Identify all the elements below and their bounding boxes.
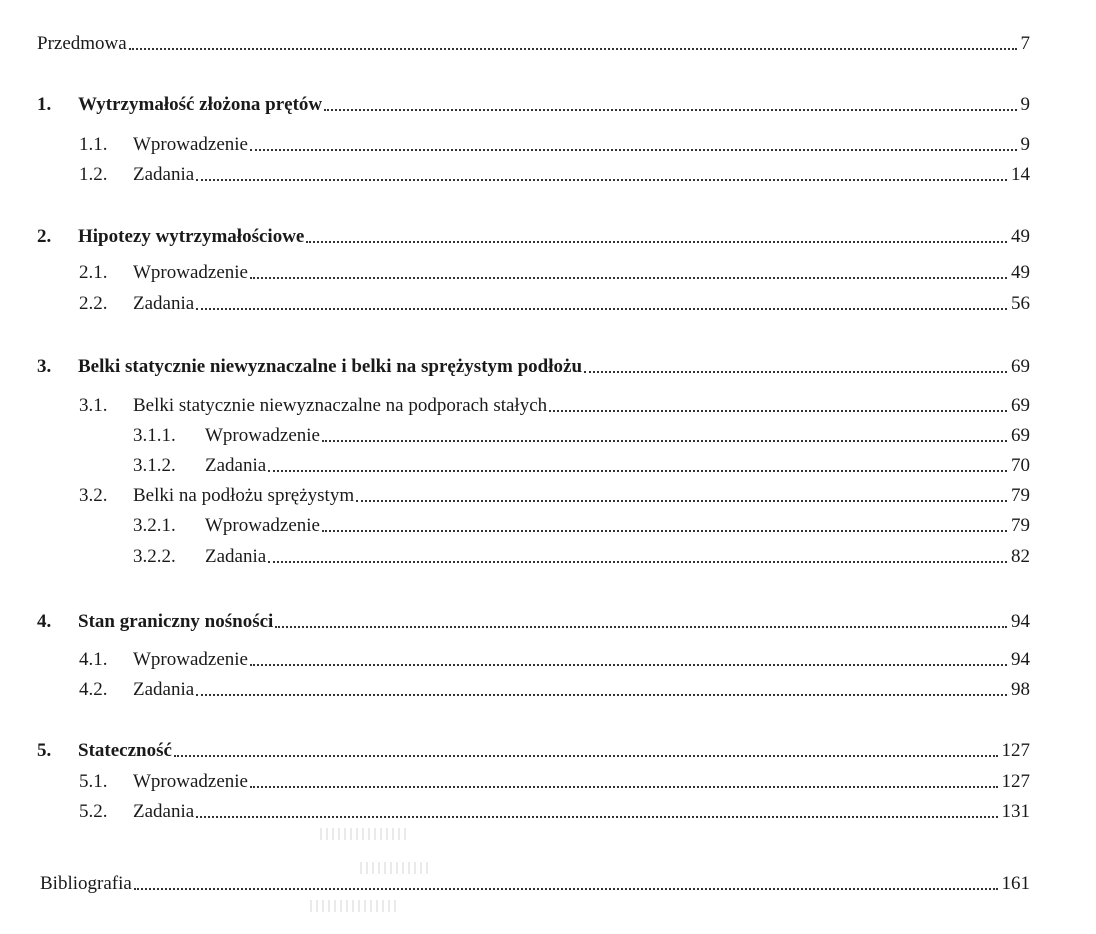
toc-entry-title: Bibliografia — [40, 873, 132, 894]
toc-entry-title: Przedmowa — [37, 33, 127, 54]
toc-section-title: Belki statycznie niewyznaczalne na podporach stałych — [133, 395, 548, 416]
dot-leader — [196, 694, 1007, 696]
toc-subsection-page: 79 — [1011, 515, 1030, 536]
toc-chapter-page: 94 — [1011, 611, 1030, 632]
toc-section-title: Wprowadzenie — [133, 649, 248, 670]
toc-section-number: 2.1. — [79, 262, 108, 283]
dot-leader — [275, 626, 1007, 628]
toc-chapter-title: Hipotezy wytrzymałościowe — [78, 226, 305, 247]
dot-leader — [549, 410, 1007, 412]
dot-leader — [174, 755, 998, 757]
toc-chapter-page: 49 — [1011, 226, 1030, 247]
toc-section-5-1[interactable] — [79, 765, 1030, 793]
toc-section-1-1[interactable] — [79, 128, 1030, 156]
toc-section-page: 49 — [1011, 262, 1030, 283]
toc-subsection-3-2-1[interactable] — [133, 509, 1030, 537]
dot-leader — [584, 371, 1007, 373]
toc-section-page: 98 — [1011, 679, 1030, 700]
dot-leader — [196, 179, 1007, 181]
toc-chapter-5[interactable] — [37, 734, 1030, 762]
dot-leader — [306, 241, 1007, 243]
toc-section-page: 79 — [1011, 485, 1030, 506]
toc-section-page: 14 — [1011, 164, 1030, 185]
dot-leader — [196, 308, 1007, 310]
toc-section-number: 5.2. — [79, 801, 108, 822]
toc-subsection-number: 3.1.2. — [133, 455, 176, 476]
toc-chapter-4[interactable] — [37, 605, 1030, 633]
toc-entry-page: 161 — [1001, 873, 1030, 894]
toc-section-number: 2.2. — [79, 293, 108, 314]
dot-leader — [134, 888, 998, 890]
toc-section-1-2[interactable] — [79, 158, 1030, 186]
toc-chapter-1[interactable] — [37, 88, 1030, 116]
toc-entry-preface[interactable] — [37, 27, 1030, 55]
dot-leader — [322, 440, 1007, 442]
toc-chapter-2[interactable] — [37, 220, 1030, 248]
toc-subsection-number: 3.2.1. — [133, 515, 176, 536]
toc-section-number: 4.2. — [79, 679, 108, 700]
toc-section-page: 131 — [1001, 801, 1030, 822]
toc-section-4-2[interactable] — [79, 673, 1030, 701]
toc-chapter-number: 3. — [37, 356, 52, 377]
dot-leader — [250, 786, 998, 788]
dot-leader — [324, 109, 1016, 111]
dot-leader — [322, 530, 1007, 532]
toc-subsection-number: 3.2.2. — [133, 546, 176, 567]
toc-section-2-2[interactable] — [79, 287, 1030, 315]
scan-speck — [310, 900, 400, 912]
dot-leader — [356, 500, 1007, 502]
toc-subsection-3-1-2[interactable] — [133, 449, 1030, 477]
toc-subsection-3-1-1[interactable] — [133, 419, 1030, 447]
toc-subsection-title: Zadania — [205, 546, 267, 567]
dot-leader — [250, 664, 1007, 666]
toc-chapter-title: Belki statycznie niewyznaczalne i belki na sprężystym podłożu — [78, 356, 583, 377]
toc-chapter-title: Stan graniczny nośności — [78, 611, 274, 632]
toc-section-title: Wprowadzenie — [133, 262, 248, 283]
toc-section-title: Zadania — [133, 679, 195, 700]
toc-section-number: 1.2. — [79, 164, 108, 185]
toc-chapter-page: 127 — [1001, 740, 1030, 761]
toc-subsection-page: 69 — [1011, 425, 1030, 446]
dot-leader — [129, 48, 1017, 50]
toc-section-4-1[interactable] — [79, 643, 1030, 671]
toc-section-title: Zadania — [133, 293, 195, 314]
toc-section-title: Zadania — [133, 801, 195, 822]
toc-chapter-3[interactable] — [37, 350, 1030, 378]
toc-section-page: 9 — [1020, 134, 1030, 155]
dot-leader — [196, 816, 997, 818]
toc-chapter-title: Stateczność — [78, 740, 172, 761]
toc-entry-page: 7 — [1020, 33, 1030, 54]
toc-chapter-number: 4. — [37, 611, 52, 632]
toc-section-page: 69 — [1011, 395, 1030, 416]
toc-section-page: 56 — [1011, 293, 1030, 314]
toc-section-2-1[interactable] — [79, 256, 1030, 284]
dot-leader — [250, 277, 1007, 279]
toc-subsection-page: 70 — [1011, 455, 1030, 476]
toc-section-page: 127 — [1001, 771, 1030, 792]
toc-subsection-number: 3.1.1. — [133, 425, 176, 446]
toc-chapter-number: 2. — [37, 226, 52, 247]
toc-section-5-2[interactable] — [79, 795, 1030, 823]
dot-leader — [268, 470, 1007, 472]
toc-section-page: 94 — [1011, 649, 1030, 670]
toc-entry-bibliography[interactable] — [40, 867, 1030, 895]
toc-subsection-3-2-2[interactable] — [133, 540, 1030, 568]
toc-subsection-page: 82 — [1011, 546, 1030, 567]
toc-section-number: 5.1. — [79, 771, 108, 792]
toc-section-number: 1.1. — [79, 134, 108, 155]
toc-section-title: Belki na podłożu sprężystym — [133, 485, 355, 506]
toc-chapter-title: Wytrzymałość złożona prętów — [78, 94, 323, 115]
scan-speck — [320, 828, 410, 840]
dot-leader — [250, 149, 1017, 151]
dot-leader — [268, 561, 1007, 563]
toc-section-number: 3.1. — [79, 395, 108, 416]
toc-subsection-title: Wprowadzenie — [205, 515, 320, 536]
toc-section-title: Zadania — [133, 164, 195, 185]
toc-chapter-page: 69 — [1011, 356, 1030, 377]
toc-subsection-title: Zadania — [205, 455, 267, 476]
toc-section-number: 3.2. — [79, 485, 108, 506]
toc-chapter-page: 9 — [1020, 94, 1030, 115]
toc-chapter-number: 5. — [37, 740, 52, 761]
toc-section-number: 4.1. — [79, 649, 108, 670]
toc-section-title: Wprowadzenie — [133, 771, 248, 792]
toc-chapter-number: 1. — [37, 94, 52, 115]
toc-subsection-title: Wprowadzenie — [205, 425, 320, 446]
toc-section-3-2[interactable] — [79, 479, 1030, 507]
toc-section-title: Wprowadzenie — [133, 134, 248, 155]
toc-section-3-1[interactable] — [79, 389, 1030, 417]
